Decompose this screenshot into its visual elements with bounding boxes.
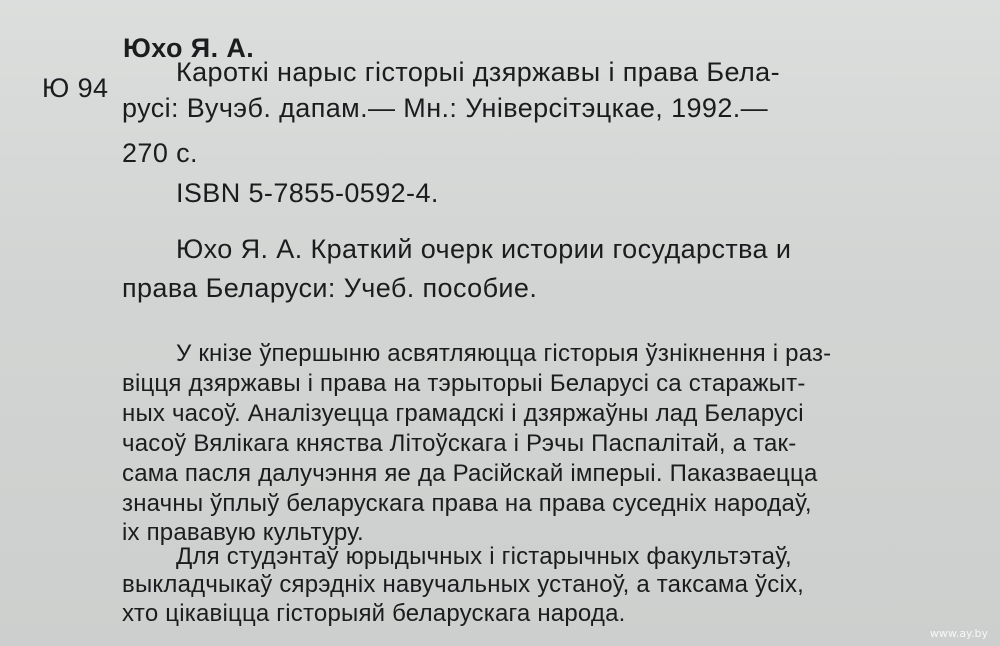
annotation-line: часоў Вялікага княства Літоўскага і Рэчы Паспалітай, а так-: [122, 430, 797, 457]
title-line-1: Кароткі нарыс гісторыі дзяржавы і права Бела-: [176, 57, 780, 87]
audience-line: хто цікавіцца гісторыяй беларускага народа.: [122, 600, 626, 627]
annotation-line: віцця дзяржавы і права на тэрыторыі Беларусі са старажыт-: [122, 370, 806, 397]
annotation-line: сама пасля далучэння яе да Расійскай імперыі. Паказваецца: [122, 460, 818, 487]
isbn: ISBN 5-7855-0592-4.: [176, 178, 439, 208]
russian-title-line-2: права Беларуси: Учеб. пособие.: [122, 273, 538, 303]
annotation-line: У кнізе ўпершыню асвятляюцца гісторыя ўзнікнення і раз-: [176, 340, 832, 367]
audience-line: выкладчыкаў сярэдніх навучальных устаноў, а таксама ўсіх,: [122, 571, 805, 598]
annotation-line: іх прававую культуру.: [122, 519, 364, 546]
russian-title-line-1: Юхо Я. А. Краткий очерк истории государства и: [176, 234, 792, 264]
shelfmark: Ю 94: [42, 73, 109, 103]
annotation-line: значны ўплыў беларускага права на права суседніх народаў,: [122, 490, 812, 517]
audience-line: Для студэнтаў юрыдычных і гістарычных факультэтаў,: [176, 543, 792, 570]
site-watermark: www.ay.by: [929, 627, 988, 640]
title-line-2: русі: Вучэб. дапам.— Мн.: Універсітэцкае, 1992.—: [122, 93, 769, 123]
title-line-3: 270 с.: [122, 138, 198, 168]
annotation-line: ных часоў. Аналізуецца грамадскі і дзяржаўны лад Беларусі: [122, 400, 804, 427]
author-name: Юхо Я. А.: [123, 33, 255, 63]
